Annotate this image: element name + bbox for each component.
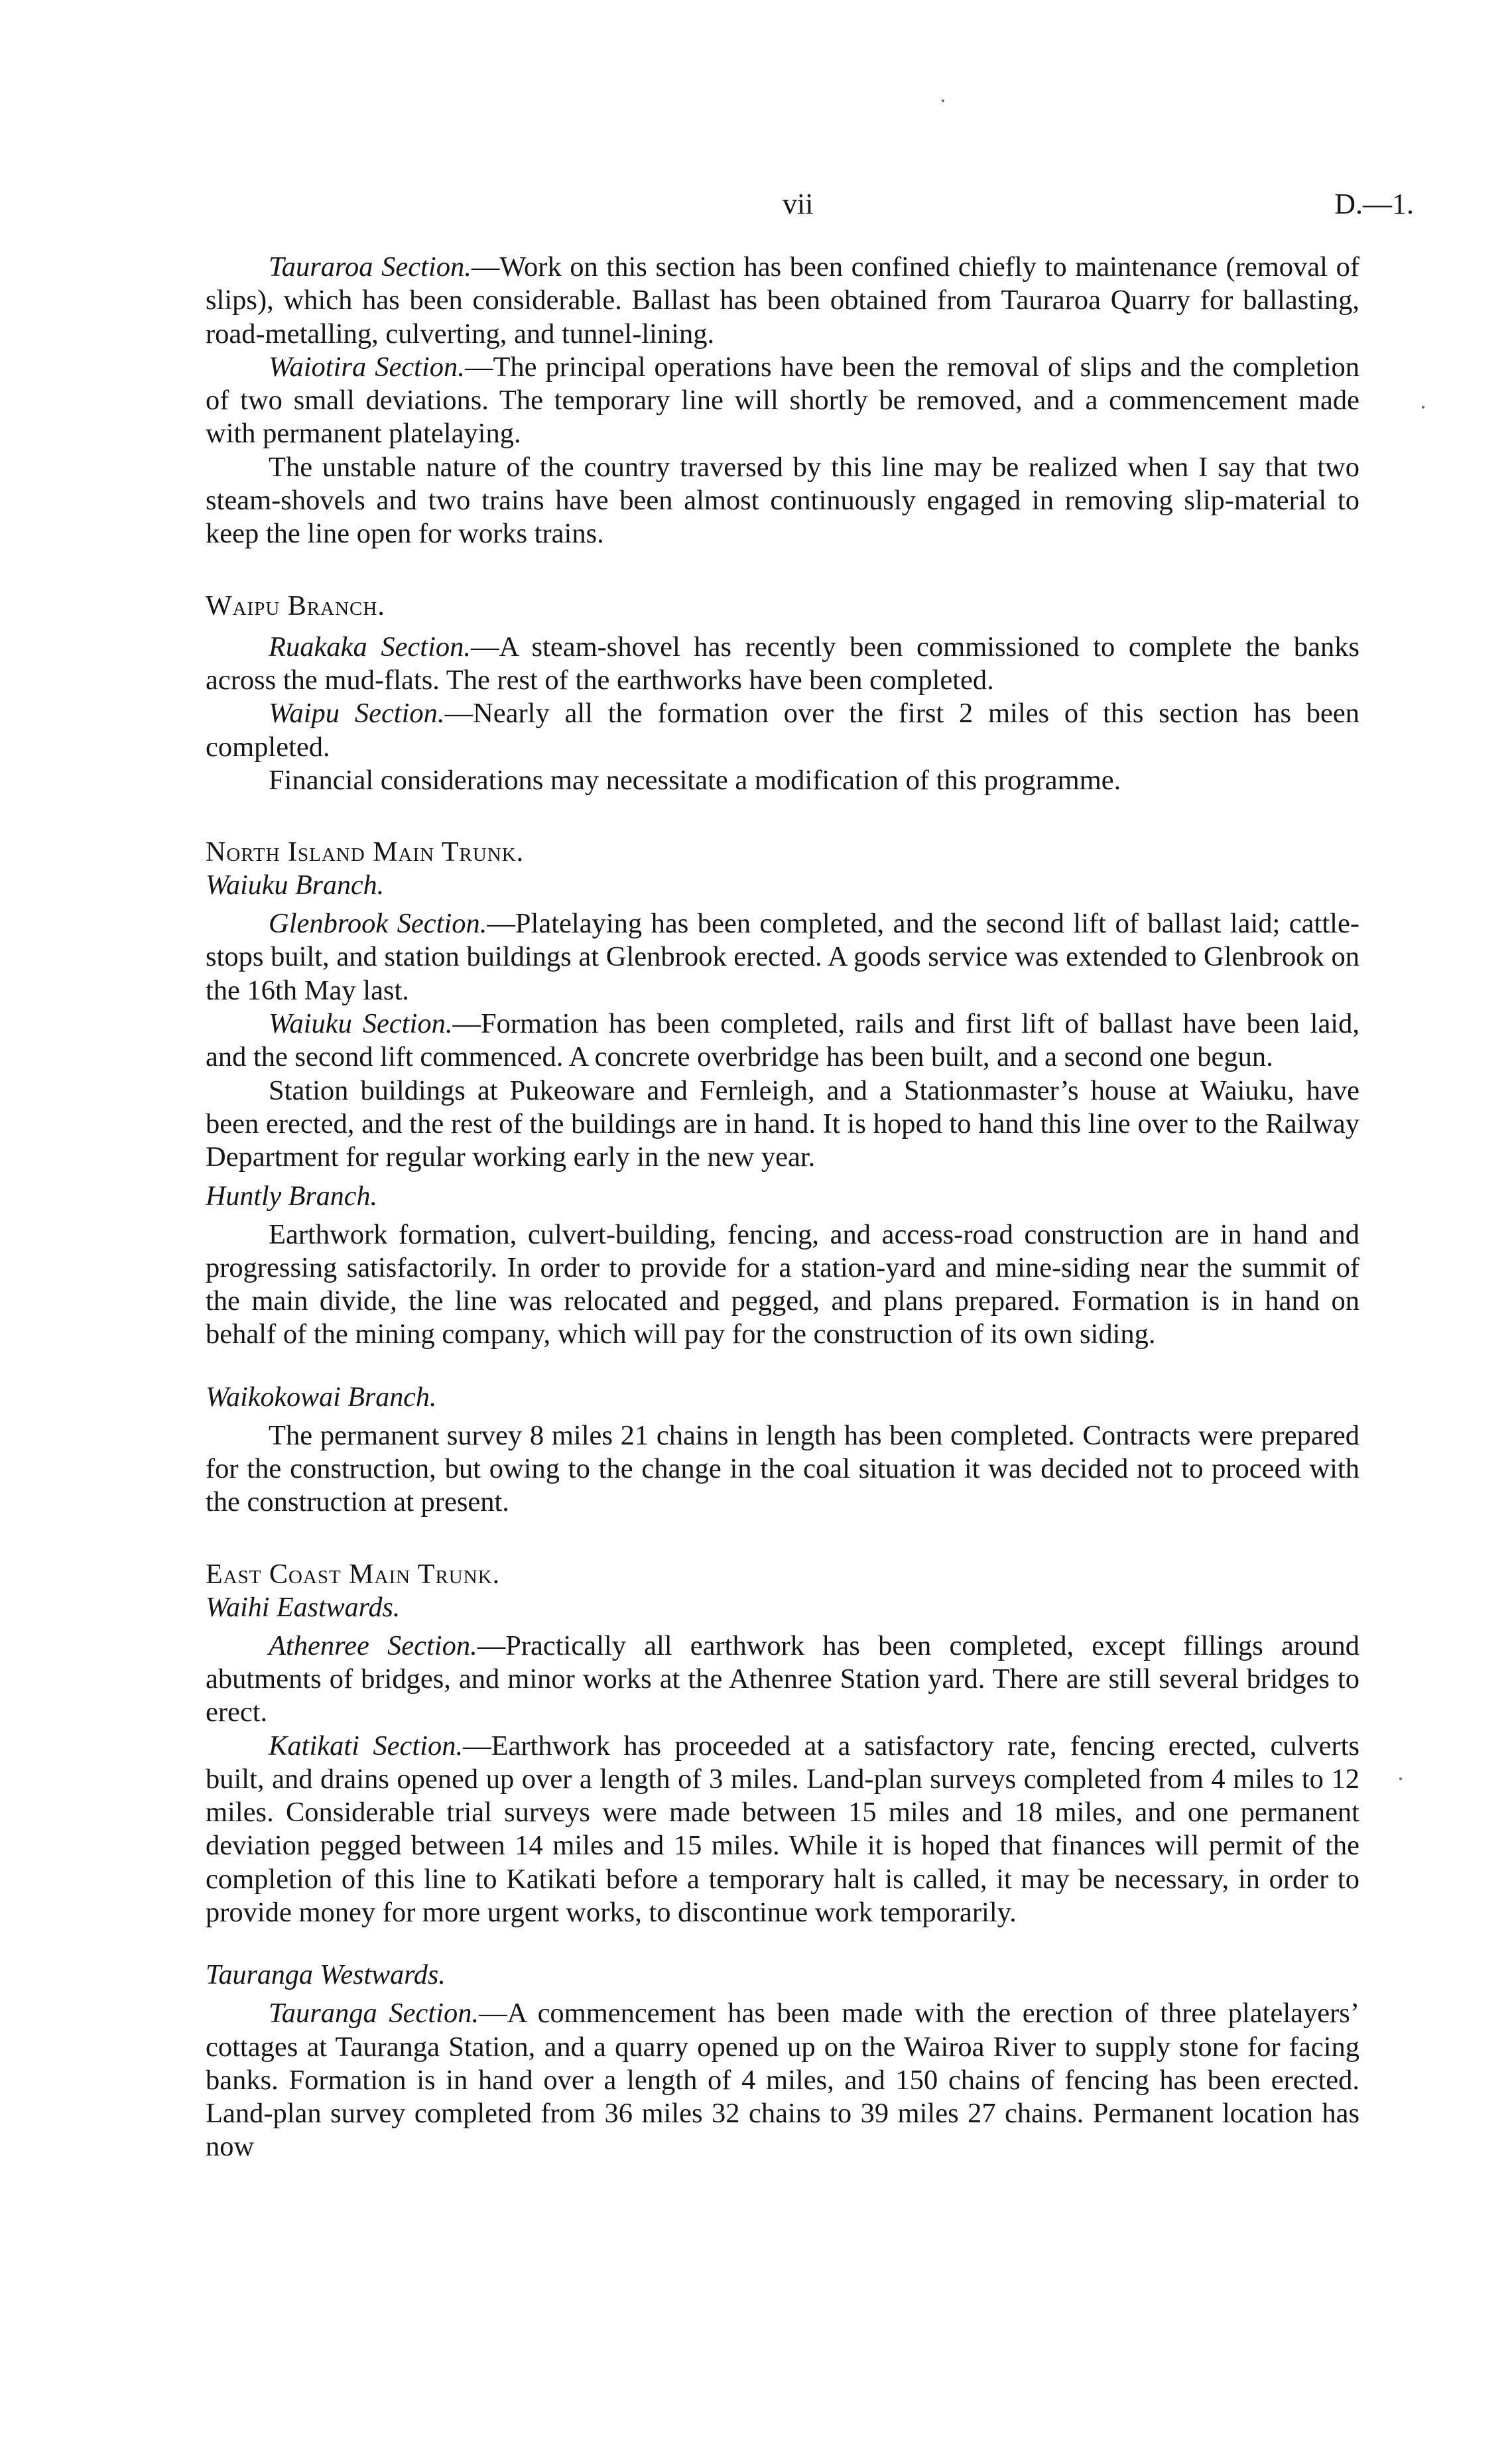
- section-heading: East Coast Main Trunk.: [206, 1559, 501, 1590]
- scan-speck: [1399, 1777, 1402, 1780]
- paragraph-lead: Tauraroa Section.: [269, 251, 472, 283]
- paragraph-lead: Glenbrook Section.: [269, 908, 487, 940]
- paragraph: [206, 451, 1359, 551]
- paragraph-lead: Athenree Section.: [269, 1630, 477, 1661]
- paragraph-text: Financial considerations may necessitate a modification of this programme.: [269, 764, 1121, 796]
- paragraph: [206, 351, 1359, 451]
- paragraph-text: —Practically all earthwork has been completed, except fillings around abutments of bridges, and minor works at the Athenree Station yard. There are still several bridges to erect.: [206, 1630, 1359, 1728]
- subsection-heading: Waikokowai Branch.: [206, 1382, 437, 1413]
- paragraph-text: Earthwork formation, culvert-building, fencing, and access-road construction are in hand and progressing satisfactorily. In order to provide for a station-yard and mine-siding near the summit of the main divide, the line was relocated and pegged, and plans prepared. Formation is in hand on behalf of the mining company, which will pay for the construction of its own siding.: [206, 1218, 1359, 1350]
- body-text: [206, 251, 1359, 2164]
- paragraph-text: —A commencement has been made with the erection of three platelayers’ cottages at Tauranga Station, and a quarry opened up on the Wairoa River to supply stone for facing banks. Formation is in hand over a length of 4 miles, and 150 chains of fencing has been erected. Land-plan survey completed from 36 miles 32 chains to 39 miles 27 chains. Permanent location has now: [206, 1998, 1359, 2163]
- paragraph-text: The unstable nature of the country traversed by this line may be realized when I say that two steam-shovels and two trains have been almost continuously engaged in removing slip-material to keep the line open for works trains.: [206, 451, 1359, 550]
- paragraph-text: —Nearly all the formation over the first 2 miles of this section has been completed.: [206, 698, 1360, 763]
- subsection-heading: Waihi Eastwards.: [206, 1592, 401, 1623]
- paragraph: [206, 1730, 1359, 1930]
- paragraph: [206, 907, 1359, 1007]
- paragraph: [206, 697, 1359, 764]
- paragraph-lead: Waiuku Section.: [269, 1008, 453, 1040]
- paragraph-text: —Platelaying has been completed, and the second lift of ballast laid; cattle-stops built, and station buildings at Glenbrook erected. A goods service was extended to Glenbrook on the 16th May last.: [206, 908, 1359, 1006]
- section-heading: Waipu Branch.: [206, 590, 385, 621]
- section-heading: North Island Main Trunk.: [206, 837, 525, 868]
- paragraph-lead: Ruakaka Section.: [269, 631, 472, 663]
- paragraph-lead: Waipu Section.: [269, 698, 445, 730]
- document-reference: D.—1.: [1334, 188, 1414, 220]
- paragraph: [206, 1630, 1359, 1730]
- subsection-heading: Tauranga Westwards.: [206, 1960, 446, 1991]
- paragraph-text: —Work on this section has been confined chiefly to maintenance (removal of slips), which has been considerable. Ballast has been obtained from Tauraroa Quarry for ballasting, road-metalling, culverting, and tunnel-lining.: [206, 251, 1359, 350]
- paragraph: [206, 1997, 1359, 2163]
- subsection-heading: Huntly Branch.: [206, 1181, 377, 1212]
- paragraph-text: —Formation has been completed, rails and first lift of ballast have been laid, and the second lift commenced. A concrete overbridge has been built, and a second one begun.: [206, 1008, 1359, 1073]
- scan-speck: [1422, 406, 1424, 409]
- subsection-heading: Waiuku Branch.: [206, 870, 385, 901]
- page-header: [0, 187, 1512, 233]
- paragraph-lead: Tauranga Section.: [269, 1998, 479, 2029]
- page-number: vii: [783, 188, 814, 220]
- paragraph-lead: Waiotira Section.: [269, 351, 465, 383]
- paragraph-text: The permanent survey 8 miles 21 chains in length has been completed. Contracts were prepared for the construction, but owing to the change in the coal situation it was decided not to proceed with the construction at present.: [206, 1419, 1359, 1518]
- paragraph: [206, 631, 1359, 698]
- scan-speck: [942, 99, 944, 102]
- paragraph: [206, 764, 1359, 797]
- paragraph-text: Station buildings at Pukeoware and Fernleigh, and a Stationmaster’s house at Waiuku, have been erected, and the rest of the buildings are in hand. It is hoped to hand this line over to the Railway Department for regular working early in the new year.: [206, 1074, 1359, 1173]
- paragraph: [206, 1419, 1359, 1519]
- paragraph-text: —A steam-shovel has recently been commissioned to complete the banks across the mud-flats. The rest of the earthworks have been completed.: [206, 631, 1360, 696]
- paragraph: [206, 1218, 1359, 1352]
- paragraph-text: —The principal operations have been the removal of slips and the completion of two small deviations. The temporary line will shortly be removed, and a commencement made with permanent platelaying.: [206, 351, 1360, 450]
- paragraph-text: —Earthwork has proceeded at a satisfactory rate, fencing erected, culverts built, and drains opened up over a length of 3 miles. Land-plan surveys completed from 4 miles to 12 miles. Considerable trial surveys were made between 15 miles and 18 miles, and one permanent deviation pegged between 14 miles and 15 miles. While it is hoped that finances will permit of the completion of this line to Katikati before a temporary halt is called, it may be necessary, in order to provide money for more urgent works, to discontinue work temporarily.: [206, 1730, 1359, 1928]
- paragraph: [206, 1007, 1359, 1074]
- paragraph: [206, 251, 1359, 351]
- paragraph: [206, 1074, 1359, 1175]
- paragraph-lead: Katikati Section.: [269, 1730, 464, 1762]
